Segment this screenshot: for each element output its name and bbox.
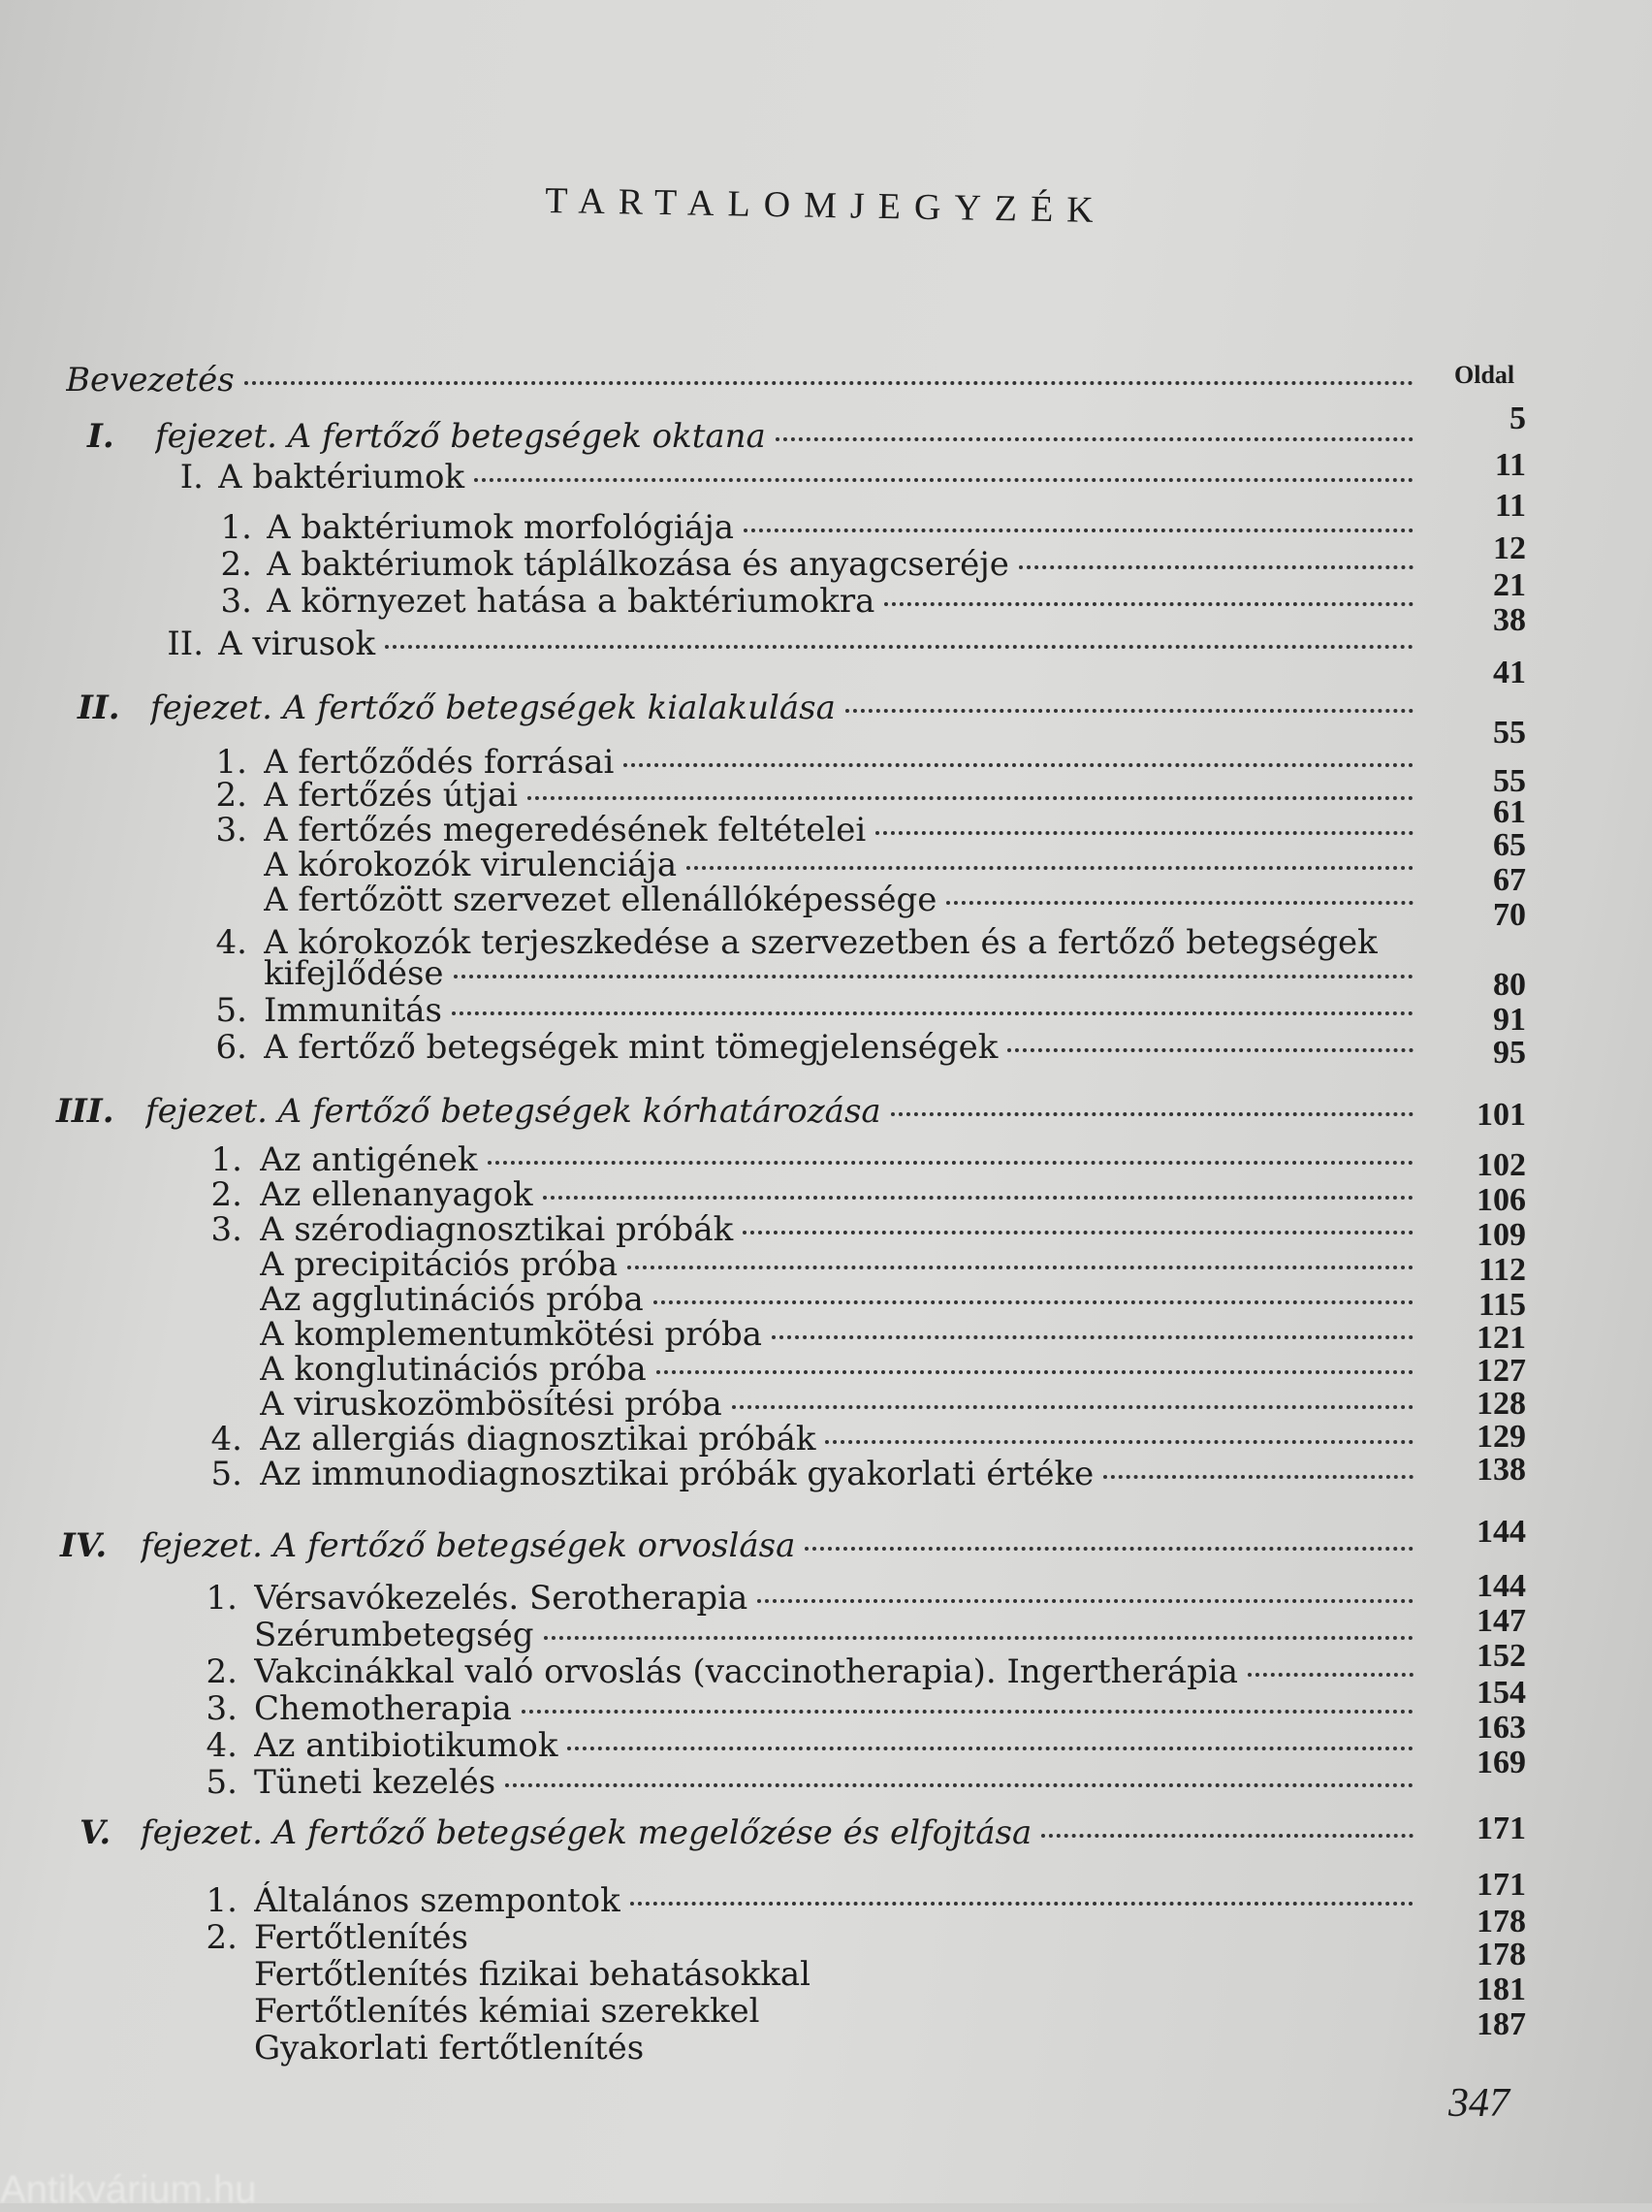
toc-item-title: A fertőző betegségek mint tömegjelenségek	[264, 1028, 999, 1067]
toc-item-number: 2.	[206, 1918, 238, 1957]
toc-item-title: A kórokozók virulenciája	[264, 846, 678, 884]
toc-entry-page: 163	[1477, 1710, 1526, 1746]
toc-entry-page: 41	[1493, 655, 1526, 690]
leader-dots	[884, 601, 1414, 606]
toc-chapter-title: fejezet. A fertőző betegségek kórhatározása	[145, 1092, 881, 1131]
toc-item-title: Fertőtlenítés	[254, 1918, 468, 1957]
leader-dots	[772, 1334, 1414, 1339]
toc-item-title: Gyakorlati fertőtlenítés	[254, 2029, 645, 2068]
toc-item	[0, 1937, 1652, 1994]
toc-item-title: Az ellenanyagok	[260, 1175, 533, 1214]
toc-entry-page: 178	[1477, 1937, 1526, 1972]
toc-entry-page: 38	[1493, 602, 1526, 638]
toc-entry-page: 178	[1477, 1904, 1526, 1940]
toc-chapter-title: fejezet. A fertőző betegségek oktana	[155, 417, 766, 456]
toc-entry-page: 65	[1493, 827, 1526, 863]
toc-item-number: 6.	[215, 1028, 247, 1067]
toc-entry-page: 112	[1477, 1252, 1526, 1288]
toc-entry-page: 138	[1477, 1452, 1526, 1488]
toc-chapter	[0, 1813, 1652, 1852]
toc-item	[0, 1452, 1652, 1493]
toc-item-title: Vakcinákkal való orvoslás (vaccinotherapia). Ingertherápia	[254, 1652, 1239, 1691]
toc-item	[0, 1175, 1652, 1218]
toc-entry-page: 147	[1477, 1603, 1526, 1639]
leader-dots	[776, 436, 1414, 441]
toc-item-title: A környezet hatása a baktériumokra	[267, 582, 875, 621]
toc-item-title: A fertőzés megeredésének feltételei	[264, 811, 867, 850]
watermark: Antikvárium.hu	[0, 2168, 257, 2211]
toc-entry-page: 128	[1477, 1386, 1526, 1422]
toc-item	[0, 1245, 1652, 1288]
toc-item-title: Az antigének	[260, 1140, 478, 1179]
toc-entry-page: 5	[1509, 401, 1526, 436]
toc-item-number: 5.	[206, 1763, 238, 1802]
toc-chapter	[0, 1092, 1652, 1131]
toc-item-title: Az agglutinációs próba	[260, 1280, 644, 1319]
toc-entry-page: 121	[1477, 1320, 1526, 1356]
toc-entry	[0, 361, 1652, 436]
toc-item-title: Szérumbetegség	[254, 1616, 534, 1654]
toc-item	[0, 881, 1652, 933]
leader-dots	[891, 1111, 1414, 1116]
leader-dots	[1019, 564, 1414, 569]
toc-item-number: 5.	[215, 991, 247, 1030]
toc-section-number: I.	[179, 458, 204, 497]
toc-chapter-number: III.	[56, 1092, 114, 1131]
toc-entry-page: 106	[1477, 1182, 1526, 1218]
toc-entry-page: 67	[1493, 862, 1526, 898]
leader-dots	[522, 1709, 1414, 1714]
leader-dots	[845, 708, 1414, 713]
toc-item	[0, 1350, 1652, 1389]
toc-entry-page: 144	[1477, 1568, 1526, 1604]
toc-item-title: A komplementumkötési próba	[260, 1315, 763, 1354]
toc-item-title: Az allergiás diagnosztikai próbák	[260, 1420, 816, 1459]
toc-entry-page: 169	[1477, 1745, 1526, 1780]
toc-item	[0, 1140, 1652, 1183]
leader-dots	[474, 477, 1414, 482]
toc-item-number: 2.	[220, 545, 252, 584]
leader-dots	[454, 974, 1414, 978]
toc-item	[0, 582, 1652, 638]
toc-chapter-number: IV.	[60, 1526, 108, 1565]
toc-item	[0, 1210, 1652, 1253]
toc-item-title: Az immunodiagnosztikai próbák gyakorlati értéke	[260, 1455, 1095, 1493]
toc-item-number: 4.	[206, 1726, 238, 1765]
toc-chapter-number: II.	[78, 689, 120, 727]
toc-item-number: 1.	[206, 1881, 238, 1920]
toc-item-number: 3.	[220, 582, 252, 621]
toc-entry-page: 70	[1493, 897, 1526, 933]
leader-dots	[686, 865, 1414, 870]
leader-dots	[505, 1782, 1414, 1787]
toc-item	[0, 1904, 1652, 1957]
toc-item	[0, 1315, 1652, 1354]
leader-dots	[1103, 1474, 1414, 1479]
toc-item-number: 1.	[220, 508, 252, 547]
toc-item	[0, 1028, 1652, 1071]
toc-item-title: Vérsavókezelés. Serotherapia	[254, 1579, 748, 1618]
leader-dots	[1248, 1672, 1414, 1677]
toc-entry-page: 55	[1493, 763, 1526, 799]
leader-dots	[744, 528, 1414, 532]
toc-item-number: 5.	[210, 1455, 242, 1493]
toc-entry-page: 11	[1494, 447, 1526, 483]
toc-section-title: A virusok	[218, 625, 376, 663]
toc-item-number: 3.	[210, 1210, 242, 1249]
toc-section-title: A baktériumok	[218, 458, 465, 497]
toc-entry-text: Bevezetés	[66, 361, 235, 400]
leader-dots	[825, 1439, 1414, 1444]
toc-section	[0, 458, 1652, 524]
leader-dots	[757, 1598, 1414, 1603]
toc-item	[0, 1867, 1652, 1920]
toc-entry-page: 101	[1477, 1097, 1526, 1133]
toc-item	[0, 1675, 1652, 1728]
toc-item-title: A baktériumok táplálkozása és anyagcseréje	[267, 545, 1009, 584]
leader-dots	[543, 1195, 1414, 1200]
toc-item-title: A fertőzés útjai	[264, 776, 518, 815]
toc-entry-page: 12	[1493, 530, 1526, 566]
toc-entry-page: 129	[1477, 1419, 1526, 1455]
toc-item-title: Általános szempontok	[254, 1881, 620, 1920]
page-title: TARTALOMJEGYZÉK	[544, 179, 1108, 232]
toc-entry-page: 61	[1493, 794, 1526, 830]
toc-item-title: A precipitációs próba	[260, 1245, 619, 1284]
toc-entry-page: 144	[1477, 1514, 1526, 1550]
leader-dots	[653, 1299, 1414, 1304]
toc-item	[0, 811, 1652, 863]
toc-chapter	[0, 1514, 1652, 1565]
toc-section	[0, 625, 1652, 690]
leader-dots	[385, 644, 1414, 649]
toc-item-title: A baktériumok morfológiája	[267, 508, 735, 547]
toc-entry-page: 109	[1477, 1217, 1526, 1253]
leader-dots	[488, 1160, 1414, 1165]
toc-entry-page: 115	[1477, 1287, 1526, 1323]
toc-chapter-title: fejezet. A fertőző betegségek megelőzése és elfojtása	[141, 1813, 1032, 1852]
toc-entry-page: 127	[1477, 1353, 1526, 1389]
toc-item	[0, 1710, 1652, 1765]
leader-dots	[732, 1404, 1414, 1409]
leader-dots	[946, 900, 1414, 905]
leader-dots	[1041, 1833, 1414, 1838]
toc-item-number: 3.	[206, 1689, 238, 1728]
toc-item-title: A fertőződés forrásai	[264, 743, 615, 782]
toc-item-number: 1.	[215, 743, 247, 782]
toc-chapter-number: I.	[87, 417, 114, 456]
toc-item-title: A viruskozömbösítési próba	[260, 1385, 722, 1424]
toc-entry-page: 187	[1477, 2006, 1526, 2042]
leader-dots	[623, 762, 1414, 767]
toc-entry-page: 102	[1477, 1147, 1526, 1183]
toc-item	[0, 1385, 1652, 1424]
toc-chapter-number: V.	[79, 1813, 111, 1852]
toc-item	[0, 991, 1652, 1038]
toc-item-title: Fertőtlenítés fizikai behatásokkal	[254, 1955, 810, 1994]
toc-item-title: A kórokozók terjeszkedése a szervezetben és a fertőző betegségek	[264, 923, 1378, 962]
leader-dots	[544, 1635, 1414, 1640]
toc-item	[0, 954, 1652, 1003]
leader-dots	[656, 1369, 1414, 1374]
toc-entry-page: 181	[1477, 1972, 1526, 2007]
toc-entry-page: 55	[1493, 715, 1526, 751]
toc-entry-page: 91	[1493, 1002, 1526, 1038]
toc-entry-page: 154	[1477, 1675, 1526, 1711]
toc-entry-page: 11	[1494, 488, 1526, 524]
toc-item-title: kifejlődése	[264, 954, 444, 993]
toc-item-number: 2.	[206, 1652, 238, 1691]
toc-entry-page: 152	[1477, 1638, 1526, 1674]
toc-item-number: 2.	[210, 1175, 242, 1214]
toc-item-title: Tüneti kezelés	[254, 1763, 496, 1802]
toc-chapter-title: fejezet. A fertőző betegségek orvoslása	[141, 1526, 796, 1565]
toc-chapter	[0, 689, 1652, 751]
toc-item-title: A konglutinációs próba	[260, 1350, 647, 1389]
toc-entry-page: 21	[1493, 567, 1526, 603]
toc-item	[0, 846, 1652, 898]
toc-entry-page: 171	[1477, 1867, 1526, 1903]
toc-item-number: 3.	[215, 811, 247, 850]
toc-chapter-title: fejezet. A fertőző betegségek kialakulása	[150, 689, 836, 727]
toc-entry-page: 95	[1493, 1035, 1526, 1071]
leader-dots	[567, 1746, 1414, 1750]
leader-dots	[244, 380, 1414, 385]
toc-item	[0, 1280, 1652, 1323]
toc-item-title: Az antibiotikumok	[254, 1726, 558, 1765]
page-number: 347	[1448, 2081, 1509, 2126]
toc-item-title: Immunitás	[264, 991, 442, 1030]
leader-dots	[1007, 1047, 1414, 1052]
leader-dots	[630, 1901, 1414, 1906]
leader-dots	[452, 1010, 1414, 1015]
toc-item-number: 4.	[210, 1420, 242, 1459]
toc-item	[0, 1420, 1652, 1459]
toc-section-number: II.	[167, 625, 204, 663]
toc-item	[0, 1638, 1652, 1691]
toc-item-number: 4.	[215, 923, 247, 962]
leader-dots	[805, 1546, 1414, 1551]
leader-dots	[527, 795, 1414, 800]
toc-entry-page: 80	[1493, 967, 1526, 1003]
toc-item	[0, 1603, 1652, 1654]
toc-item-number: 1.	[210, 1140, 242, 1179]
toc-entry-page: 171	[1477, 1811, 1526, 1846]
leader-dots	[875, 830, 1414, 835]
leader-dots	[627, 1265, 1414, 1269]
toc-item-number: 1.	[206, 1579, 238, 1618]
page-column-label: Oldal	[1454, 361, 1515, 389]
leader-dots	[743, 1230, 1414, 1234]
toc-item	[0, 776, 1652, 830]
toc-item-number: 2.	[215, 776, 247, 815]
toc-item-title: A szérodiagnosztikai próbák	[260, 1210, 734, 1249]
toc-item	[0, 1568, 1652, 1618]
toc-item-title: A fertőzött szervezet ellenállóképessége	[264, 881, 937, 919]
toc-item-title: Chemotherapia	[254, 1689, 512, 1728]
toc-item-title: Fertőtlenítés kémiai szerekkel	[254, 1992, 760, 2031]
